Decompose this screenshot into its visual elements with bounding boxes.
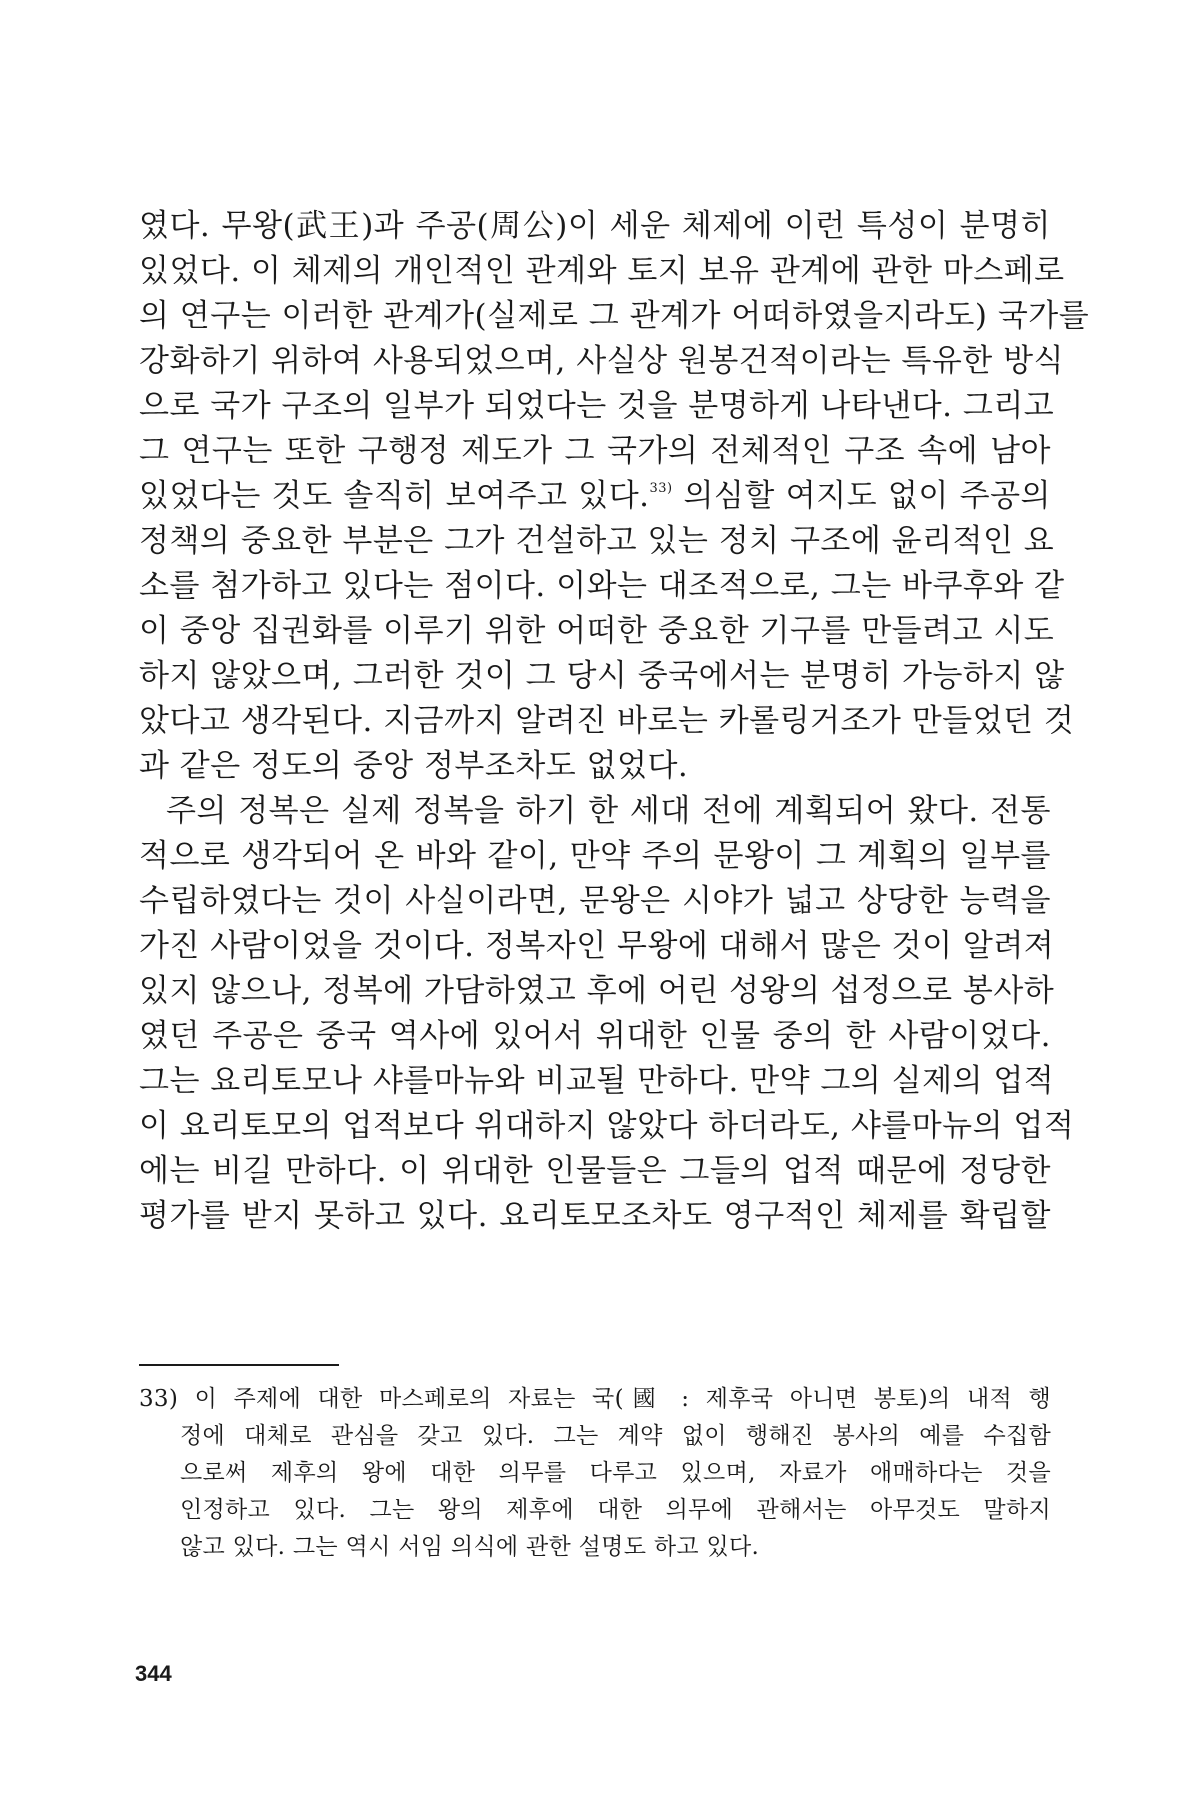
body-line: 았다고 생각된다. 지금까지 알려진 바로는 카롤링거조가 만들었던 것 [139, 703, 1075, 739]
body-line: 적으로 생각되어 온 바와 같이, 만약 주의 문왕이 그 계획의 일부를 [139, 838, 1051, 874]
body-line: 에는 비길 만하다. 이 위대한 인물들은 그들의 업적 때문에 정당한 [139, 1153, 1051, 1189]
body-line: 였다. 무왕(武王)과 주공(周公)이 세운 체제에 이런 특성이 분명히 [139, 208, 1051, 244]
footnote-divider [139, 1364, 339, 1366]
body-line: 정책의 중요한 부분은 그가 건설하고 있는 정치 구조에 윤리적인 요 [139, 523, 1055, 559]
body-line: 그는 요리토모나 샤를마뉴와 비교될 만하다. 만약 그의 실제의 업적 [139, 1063, 1055, 1099]
body-line: 강화하기 위하여 사용되었으며, 사실상 원봉건적이라는 특유한 방식 [139, 343, 1064, 379]
body-line: 이 중앙 집권화를 이루기 위한 어떠한 중요한 기구를 만들려고 시도 [139, 613, 1055, 649]
body-line: 이 요리토모의 업적보다 위대하지 않았다 하더라도, 샤를마뉴의 업적 [139, 1108, 1075, 1144]
footnote-line: 정에 대체로 관심을 갖고 있다. 그는 계약 없이 행해진 봉사의 예를 수집함 [180, 1423, 1051, 1449]
body-line: 으로 국가 구조의 일부가 되었다는 것을 분명하게 나타낸다. 그리고 [139, 388, 1055, 424]
body-line-head: 있었다는 것도 솔직히 보여주고 있다. [139, 478, 650, 514]
body-line: 있었다. 이 체제의 개인적인 관계와 토지 보유 관계에 관한 마스페로 [139, 253, 1065, 289]
body-line: 가진 사람이었을 것이다. 정복자인 무왕에 대해서 많은 것이 알려져 [139, 928, 1055, 964]
body-line: 수립하였다는 것이 사실이라면, 문왕은 시야가 넓고 상당한 능력을 [139, 883, 1051, 919]
body-line: 소를 첨가하고 있다는 점이다. 이와는 대조적으로, 그는 바쿠후와 같 [139, 568, 1065, 604]
body-line: 그 연구는 또한 구행정 제도가 그 국가의 전체적인 구조 속에 남아 [139, 433, 1051, 469]
body-line: 하지 않았으며, 그러한 것이 그 당시 중국에서는 분명히 가능하지 않 [139, 658, 1065, 694]
body-line: 있지 않으나, 정복에 가담하였고 후에 어린 성왕의 섭정으로 봉사하 [139, 973, 1055, 1009]
footnote-line: 인정하고 있다. 그는 왕의 제후에 대한 의무에 관해서는 아무것도 말하지 [180, 1497, 1051, 1523]
body-line: 의 연구는 이러한 관계가(실제로 그 관계가 어떠하였을지라도) 국가를 [139, 298, 1090, 334]
body-line: 주의 정복은 실제 정복을 하기 한 세대 전에 계획되어 왔다. 전통 [166, 793, 1051, 829]
page-number: 344 [135, 1661, 172, 1686]
body-line-tail: 의심할 여지도 없이 주공의 [672, 478, 1051, 514]
footnote-reference: 33) [649, 481, 673, 496]
body-line: 평가를 받지 못하고 있다. 요리토모조차도 영구적인 체제를 확립할 [139, 1198, 1051, 1234]
body-line: 과 같은 정도의 중앙 정부조차도 없었다. [139, 748, 689, 784]
footnote-line: 33) 이 주제에 대한 마스페로의 자료는 국(國 : 제후국 아니면 봉토)의 내적 행 [139, 1386, 1051, 1412]
body-line-with-footnote [139, 470, 1051, 515]
footnote-line: 으로써 제후의 왕에 대한 의무를 다루고 있으며, 자료가 애매하다는 것을 [180, 1460, 1051, 1486]
body-line: 였던 주공은 중국 역사에 있어서 위대한 인물 중의 한 사람이었다. [139, 1018, 1051, 1054]
footnote-line: 않고 있다. 그는 역시 서임 의식에 관한 설명도 하고 있다. [180, 1534, 760, 1560]
